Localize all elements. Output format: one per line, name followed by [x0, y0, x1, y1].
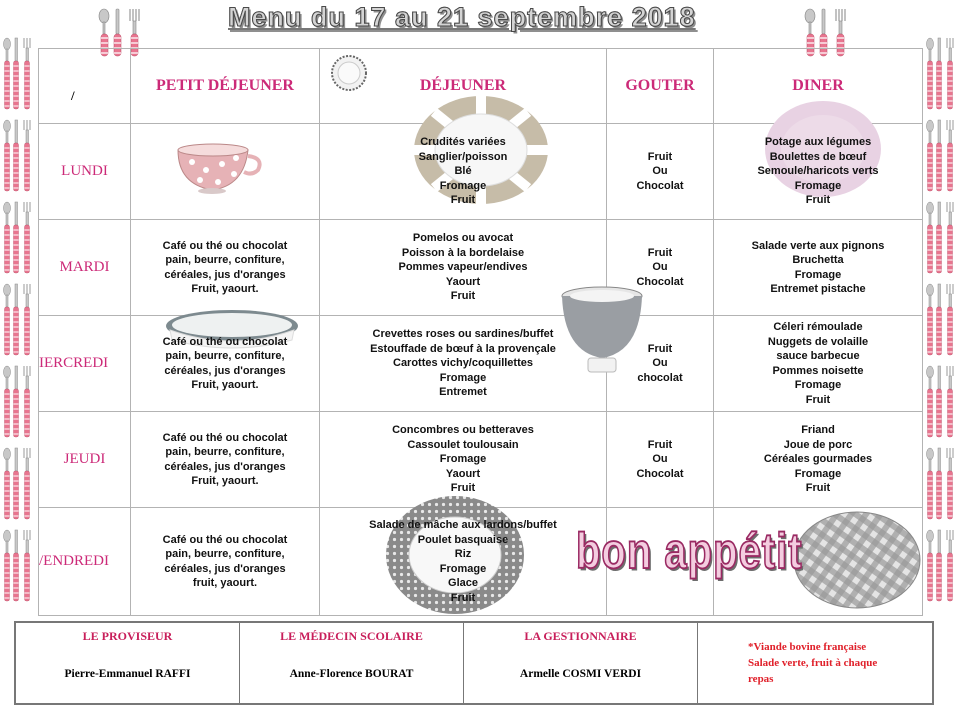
- column-header-lunch-label: DÉJEUNER: [419, 77, 507, 94]
- menu-line: Semoule/haricots verts: [757, 165, 879, 178]
- menu-line: céréales, jus d'oranges: [164, 268, 286, 281]
- menu-line: sauce barbecue: [776, 350, 860, 362]
- menu-lines: [131, 335, 319, 393]
- menu-line: Chocolat: [636, 275, 684, 288]
- menu-lines: [320, 423, 606, 496]
- menu-line: Fromage: [439, 453, 487, 466]
- menu-lines: [607, 438, 713, 482]
- menu-lines: [607, 246, 713, 290]
- menu-line: Fruit, yaourt.: [191, 283, 259, 295]
- menu-line: fruit, yaourt.: [192, 577, 258, 589]
- menu-line: Café ou thé ou chocolat: [162, 239, 288, 252]
- menu-line: Fruit: [450, 290, 476, 303]
- menu-line: pain, beurre, confiture,: [165, 548, 285, 560]
- menu-line: Fruit, yaourt.: [191, 379, 259, 391]
- menu-line: Ou: [652, 453, 668, 466]
- menu-line: Pommes vapeur/endives: [398, 261, 528, 274]
- menu-line: Crevettes roses ou sardines/buffet: [372, 328, 554, 341]
- day-name: JEUDI: [39, 412, 131, 508]
- menu-line: Crudités variées: [420, 136, 506, 149]
- table-row: [39, 412, 923, 508]
- menu-line: Fruit: [805, 393, 831, 406]
- menu-line: Concombres ou betteraves: [392, 424, 534, 437]
- menu-line: Entremet: [439, 386, 487, 399]
- menu-lines: [320, 135, 606, 208]
- menu-line: Fromage: [439, 179, 487, 192]
- proviseur-name: Pierre-Emmanuel RAFFI: [64, 668, 191, 680]
- menu-line: Fromage: [439, 562, 487, 575]
- menu-line: pain, beurre, confiture,: [165, 446, 285, 458]
- gestionnaire-block: [464, 623, 698, 703]
- menu-line: Estouffade de bœuf à la provençale: [370, 342, 556, 355]
- menu-line: pain, beurre, confiture,: [165, 350, 285, 362]
- menu-line: Fruit: [647, 246, 673, 259]
- menu-line: céréales, jus d'oranges: [164, 562, 286, 575]
- menu-line: Potage aux légumes: [764, 136, 872, 149]
- bon-appetit-text: bon appétit: [576, 524, 803, 579]
- menu-lines: [714, 239, 922, 297]
- menu-line: Glace: [448, 577, 478, 589]
- menu-line: Fromage: [794, 467, 842, 480]
- menu-line: Poulet basquaise: [417, 533, 509, 546]
- menu-line: Carottes vichy/coquillettes: [393, 357, 533, 370]
- menu-line: Entremet pistache: [770, 283, 866, 295]
- menu-line: Café ou thé ou chocolat: [162, 335, 288, 348]
- menu-line: Sanglier/poisson: [418, 150, 508, 163]
- dinner-cell: [714, 412, 923, 508]
- menu-line: Blé: [454, 165, 472, 178]
- lunch-cell: [320, 508, 607, 616]
- menu-lines: [320, 327, 606, 400]
- medecin-role: LE MÉDECIN SCOLAIRE: [280, 629, 423, 643]
- breakfast-cell: [131, 412, 320, 508]
- menu-line: Boulettes de bœuf: [769, 150, 867, 163]
- menu-line: Poisson à la bordelaise: [401, 246, 525, 259]
- small-plate-icon: [330, 54, 368, 92]
- menu-line: Chocolat: [636, 467, 684, 480]
- menu-line: Fromage: [439, 371, 487, 384]
- cutlery-border-left: [0, 36, 36, 620]
- cutlery-border-right: [922, 36, 960, 620]
- proviseur-role: LE PROVISEUR: [82, 629, 173, 643]
- column-header-dinner: DINER: [714, 49, 923, 124]
- menu-lines: [320, 518, 606, 605]
- menu-line: Salade de mâche aux lardons/buffet: [369, 519, 557, 531]
- menu-lines: [131, 533, 319, 591]
- menu-line: Yaourt: [445, 275, 481, 288]
- menu-line: Fruit: [647, 342, 673, 355]
- menu-lines: [607, 342, 713, 386]
- column-header-snack: GOUTER: [607, 49, 714, 124]
- signatures-footer: [14, 621, 934, 705]
- gestionnaire-name: Armelle COSMI VERDI: [519, 668, 642, 680]
- day-name: /ENDREDI: [39, 508, 131, 616]
- menu-line: Joue de porc: [783, 438, 853, 451]
- dinner-cell: [714, 316, 923, 412]
- menu-line: Fruit: [450, 591, 476, 604]
- note-block: [698, 623, 932, 703]
- gestionnaire-role: LA GESTIONNAIRE: [524, 629, 637, 643]
- dinner-cell: [714, 124, 923, 220]
- menu-line: chocolat: [637, 371, 683, 384]
- menu-line: Fromage: [794, 179, 842, 192]
- menu-line: Fruit: [450, 482, 476, 495]
- menu-line: Bruchetta: [792, 254, 844, 266]
- polka-dot-cup-icon: [172, 140, 268, 196]
- page-title: Menu du 17 au 21 septembre 2018: [228, 2, 696, 32]
- menu-lines: [714, 320, 922, 407]
- medecin-block: [240, 623, 464, 703]
- menu-lines: [714, 423, 922, 496]
- snack-cell: [607, 412, 714, 508]
- menu-line: Nuggets de volaille: [767, 335, 869, 348]
- menu-line: Chocolat: [636, 179, 684, 192]
- menu-line: Cassoulet toulousain: [407, 438, 519, 451]
- menu-line: Salade verte, fruit à chaque: [748, 657, 878, 669]
- table-row: [39, 220, 923, 316]
- day-name: MARDI: [39, 220, 131, 316]
- dinner-cell: [714, 220, 923, 316]
- menu-line: Riz: [454, 548, 472, 560]
- menu-line: Pomelos ou avocat: [412, 232, 514, 245]
- menu-line: Fruit: [647, 150, 673, 163]
- menu-lines: [714, 135, 922, 208]
- menu-line: Fruit: [805, 482, 831, 495]
- lunch-cell: [320, 124, 607, 220]
- menu-line: Yaourt: [445, 467, 481, 480]
- menu-lines: [607, 150, 713, 194]
- menu-line: Ou: [652, 357, 668, 370]
- lunch-cell: [320, 412, 607, 508]
- menu-line: Pommes noisette: [772, 364, 864, 377]
- corner-cell: /: [39, 49, 131, 124]
- footer-note: [748, 639, 932, 687]
- menu-line: Café ou thé ou chocolat: [162, 431, 288, 444]
- menu-line: repas: [748, 673, 774, 685]
- medecin-name: Anne-Florence BOURAT: [289, 668, 414, 680]
- menu-line: Fromage: [794, 268, 842, 281]
- menu-line: pain, beurre, confiture,: [165, 254, 285, 266]
- snack-cell: [607, 124, 714, 220]
- menu-line: Céleri rémoulade: [773, 321, 863, 333]
- menu-line: céréales, jus d'oranges: [164, 460, 286, 473]
- menu-lines: [131, 239, 319, 297]
- menu-line: céréales, jus d'oranges: [164, 364, 286, 377]
- breakfast-cell: [131, 220, 320, 316]
- gingham-plate-icon: [792, 510, 922, 610]
- menu-line: Café ou thé ou chocolat: [162, 533, 288, 546]
- menu-lines: [320, 231, 606, 304]
- column-header-breakfast: PETIT DÉJEUNER: [131, 49, 320, 124]
- day-name: IERCREDI: [39, 316, 131, 412]
- menu-line: Fromage: [794, 379, 842, 391]
- menu-line: Fruit: [450, 194, 476, 207]
- menu-line: Friand: [801, 424, 835, 437]
- menu-line: Céréales gourmades: [763, 453, 873, 466]
- menu-line: Salade verte aux pignons: [751, 239, 885, 252]
- menu-line: *Viande bovine française: [748, 641, 867, 653]
- day-name: LUNDI: [39, 124, 131, 220]
- breakfast-cell: [131, 508, 320, 616]
- proviseur-block: [16, 623, 240, 703]
- menu-line: Ou: [652, 165, 668, 178]
- menu-line: Fruit: [805, 194, 831, 207]
- menu-line: Ou: [652, 261, 668, 274]
- menu-line: Fruit, yaourt.: [191, 475, 259, 487]
- menu-line: Fruit: [647, 438, 673, 451]
- lunch-cell: [320, 220, 607, 316]
- lunch-cell: [320, 316, 607, 412]
- menu-lines: [131, 431, 319, 489]
